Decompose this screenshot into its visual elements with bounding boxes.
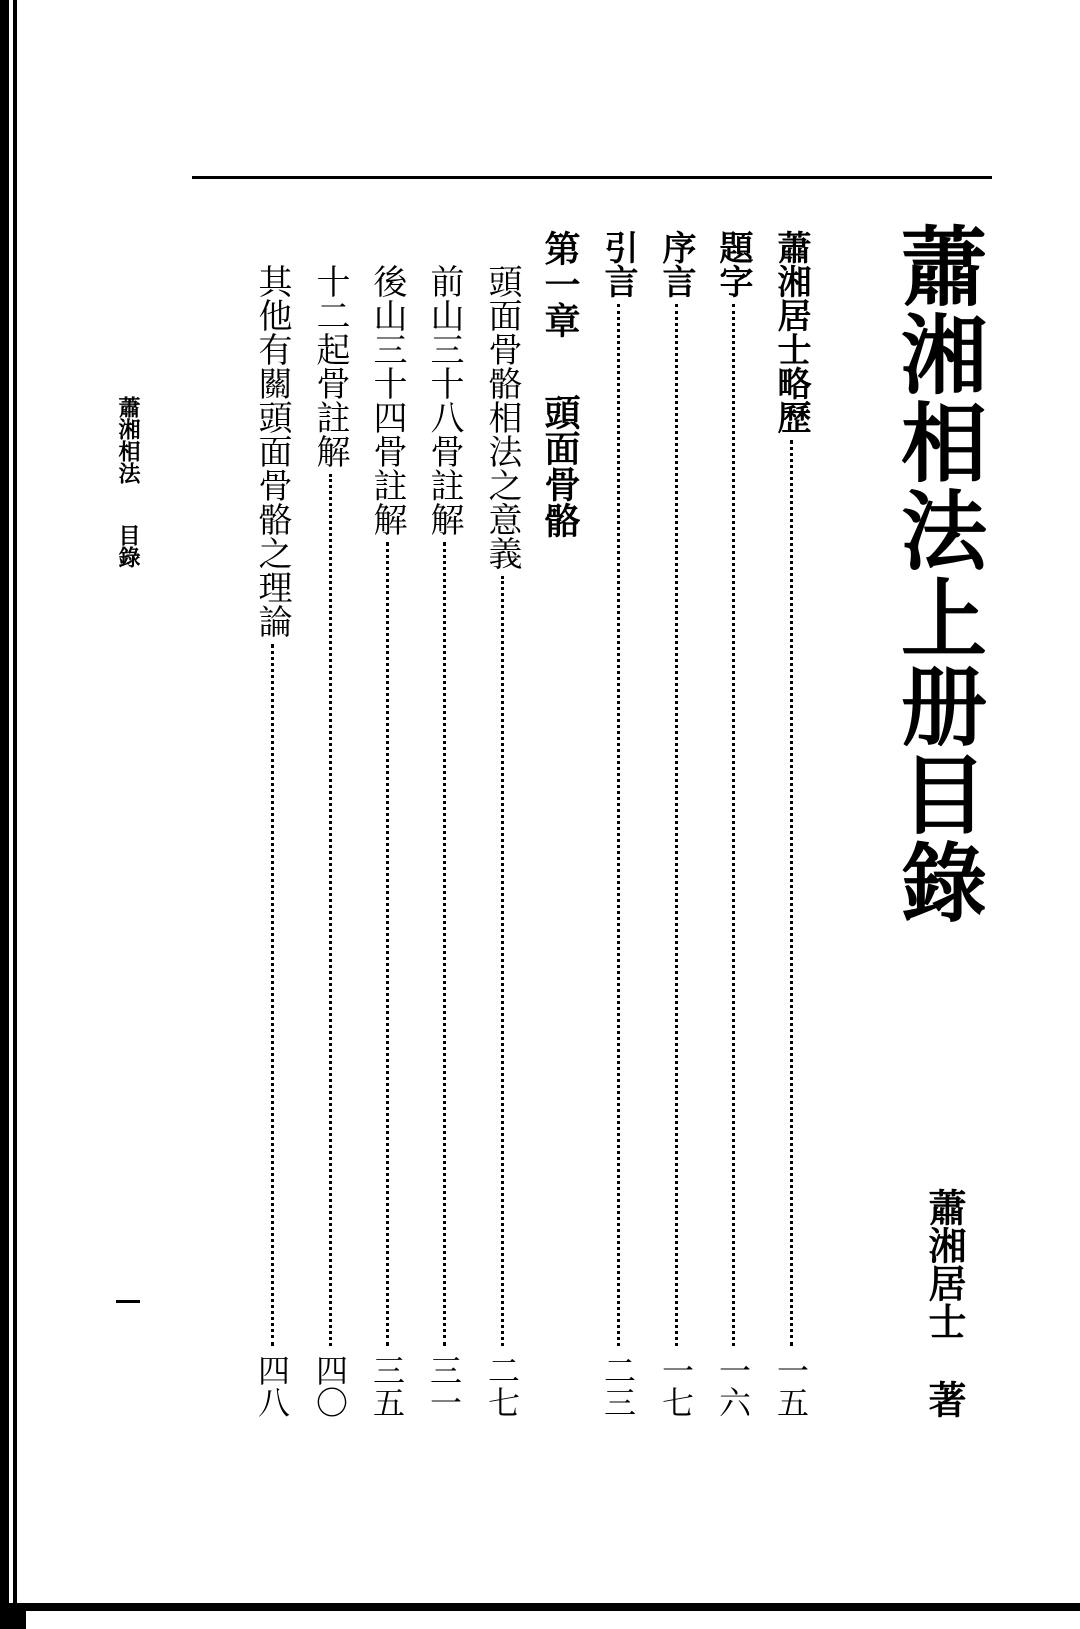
toc-entry[interactable] bbox=[481, 264, 523, 1430]
toc-entry-page: 一七 bbox=[657, 1354, 695, 1418]
toc-entry-page: 一五 bbox=[772, 1354, 810, 1418]
running-head bbox=[117, 396, 139, 568]
toc-leader-dots bbox=[617, 304, 620, 1346]
toc-leader-dots bbox=[329, 474, 332, 1346]
scan-edge-shadow bbox=[0, 0, 9, 1605]
toc-entry-label: 蕭湘居士略歷 bbox=[771, 230, 811, 434]
toc-entry-page: 四〇 bbox=[311, 1354, 349, 1418]
toc-leader-dots bbox=[790, 440, 793, 1346]
author-credit bbox=[922, 1188, 966, 1418]
toc-entry-label: 頭面骨骼相法之意義 bbox=[482, 264, 522, 570]
toc-entry-page: 一六 bbox=[714, 1354, 752, 1418]
running-head-book: 蕭湘相法 bbox=[115, 396, 141, 484]
toc-entry-label: 前山三十八骨註解 bbox=[424, 264, 464, 536]
toc-entry-label: 題字 bbox=[713, 230, 753, 298]
chapter-title: 頭面骨骼 bbox=[539, 394, 580, 538]
toc-leader-dots bbox=[501, 576, 504, 1346]
running-head-section: 目錄 bbox=[115, 524, 141, 568]
toc-entry[interactable] bbox=[251, 264, 293, 1430]
toc-leader-dots bbox=[443, 542, 446, 1346]
toc-entry[interactable] bbox=[770, 230, 812, 1430]
toc-leader-dots bbox=[386, 542, 389, 1346]
author-role: 著 bbox=[922, 1380, 966, 1418]
author-name: 蕭湘居士 bbox=[922, 1188, 966, 1340]
scan-edge-line bbox=[13, 0, 17, 1605]
toc-entry[interactable] bbox=[655, 230, 697, 1430]
toc-leader-dots bbox=[271, 644, 274, 1346]
toc-entry-page: 三五 bbox=[368, 1354, 406, 1418]
toc-leader-dots bbox=[732, 304, 735, 1346]
toc-entry-label: 引言 bbox=[598, 230, 638, 298]
toc-entry-page: 二三 bbox=[599, 1354, 637, 1418]
toc-entry-label: 序言 bbox=[656, 230, 696, 298]
page-title: 蕭湘相法上册目錄 bbox=[886, 222, 986, 926]
toc-entry-page: 三一 bbox=[425, 1354, 463, 1418]
toc-entry-label: 其他有關頭面骨骼之理論 bbox=[252, 264, 292, 638]
page-number bbox=[116, 1300, 140, 1303]
chapter-number: 第一章 bbox=[539, 230, 580, 338]
toc-entry-page: 二七 bbox=[483, 1354, 521, 1418]
toc-entry-label: 後山三十四骨註解 bbox=[367, 264, 407, 536]
toc-entry-label: 十二起骨註解 bbox=[310, 264, 350, 468]
chapter-heading[interactable] bbox=[538, 230, 580, 538]
scan-bottom-gap bbox=[26, 1611, 1080, 1629]
toc-entry[interactable] bbox=[712, 230, 754, 1430]
toc-entry-page: 四八 bbox=[253, 1354, 291, 1418]
toc-entry[interactable] bbox=[597, 230, 639, 1430]
toc-leader-dots bbox=[675, 304, 678, 1346]
top-rule bbox=[192, 176, 992, 179]
toc-entry[interactable] bbox=[309, 264, 351, 1430]
toc-entry[interactable] bbox=[366, 264, 408, 1430]
toc-entry[interactable] bbox=[423, 264, 465, 1430]
